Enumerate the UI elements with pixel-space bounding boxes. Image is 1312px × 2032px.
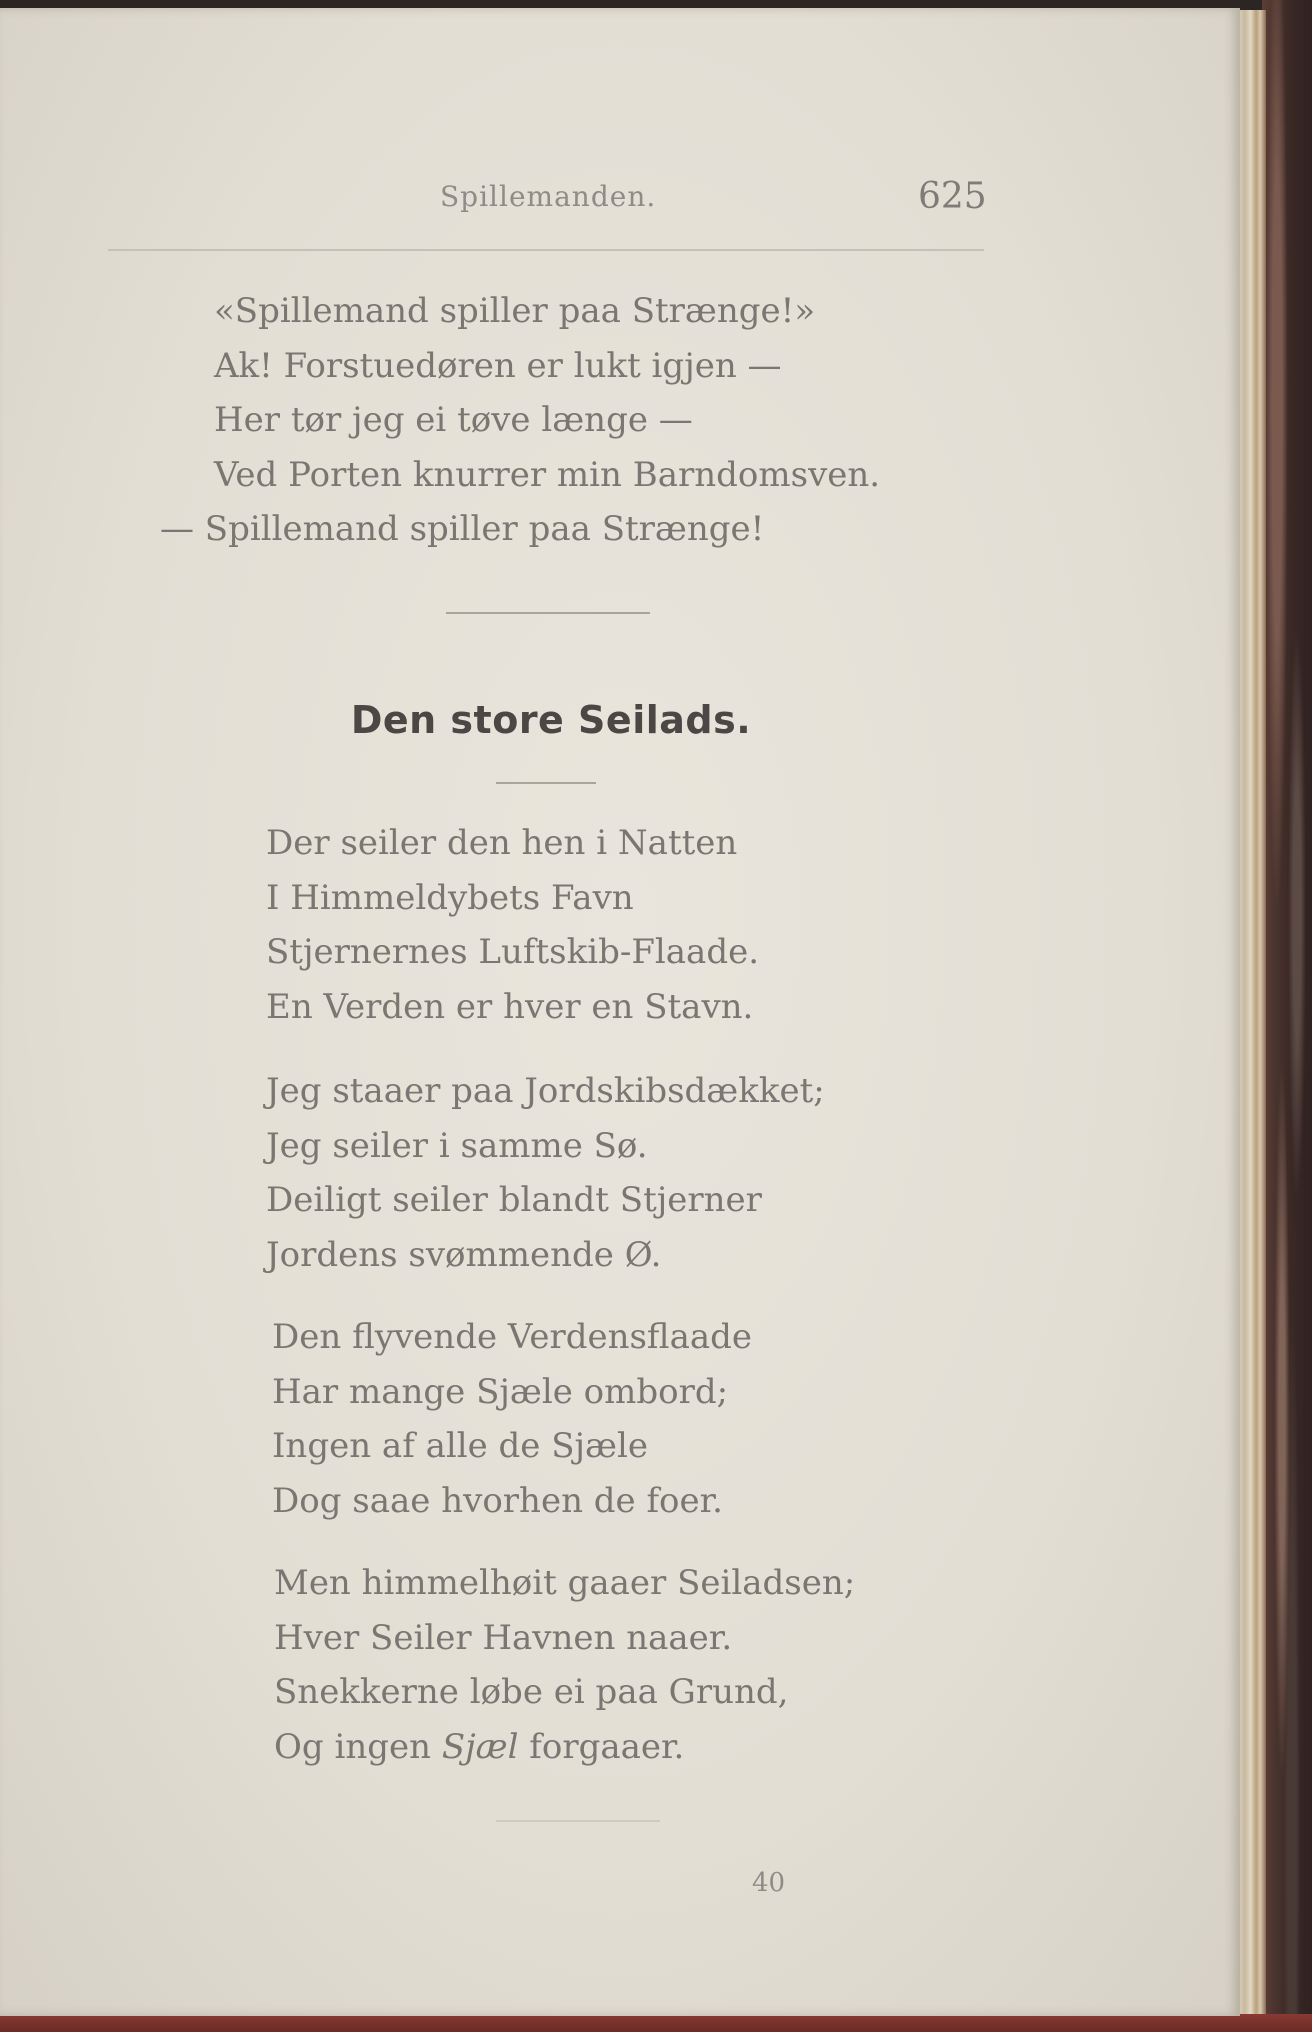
verse-line: Den flyvende Verdensflaade	[272, 1317, 753, 1357]
verse-line: Ingen af alle de Sjæle	[272, 1426, 649, 1466]
verse-line: Ved Porten knurrer min Barndomsven.	[214, 454, 881, 495]
book-page	[0, 8, 1240, 2016]
verse-line: Jeg seiler i samme Sø.	[266, 1125, 648, 1166]
verse-line	[274, 1720, 855, 1775]
header-rule	[108, 249, 984, 251]
poem-stanza-4	[274, 1556, 855, 1774]
previous-poem-stanza	[160, 284, 881, 557]
poem-stanza-1	[266, 816, 759, 1034]
verse-line: I Himmeldybets Favn	[266, 877, 634, 918]
poem-stanza-3	[272, 1310, 752, 1528]
poem-stanza-2	[266, 1064, 825, 1282]
poem-title: Den store Seilads.	[350, 698, 752, 742]
verse-line: Dog saae hvorhen de foer.	[272, 1480, 723, 1521]
italic-word: Sjæl	[441, 1726, 519, 1767]
verse-line: Jeg staaer paa Jordskibsdækket;	[266, 1071, 825, 1111]
verse-line: Deiligt seiler blandt Stjerner	[266, 1180, 762, 1220]
verse-line: — Spillemand spiller paa Strænge!	[160, 509, 765, 549]
marbled-endpaper	[1262, 0, 1312, 2032]
verse-line: Jordens svømmende Ø.	[266, 1234, 662, 1275]
verse-line: Har mange Sjæle ombord;	[272, 1371, 729, 1412]
verse-line: Men himmelhøit gaaer Seiladsen;	[274, 1563, 856, 1603]
bottom-cover-edge	[0, 2014, 1312, 2032]
verse-text: Og ingen	[274, 1726, 442, 1767]
verse-line: Snekkerne løbe ei paa Grund,	[274, 1672, 789, 1712]
page-edges	[1238, 10, 1266, 2015]
verse-line: Her tør jeg ei tøve længe —	[214, 400, 693, 440]
verse-line: Ak! Forstuedøren er lukt igjen —	[214, 345, 782, 386]
verse-line: Hver Seiler Havnen naaer.	[274, 1617, 733, 1658]
verse-line: En Verden er hver en Stavn.	[266, 986, 754, 1027]
verse-line: Stjernernes Luftskib-Flaade.	[266, 932, 760, 972]
signature-mark: 40	[752, 1868, 786, 1898]
poem-end-rule	[446, 612, 650, 614]
title-rule	[496, 782, 596, 784]
verse-line: Der seiler den hen i Natten	[266, 823, 738, 863]
verse-line: «Spillemand spiller paa Strænge!»	[214, 291, 816, 331]
faint-bottom-rule	[496, 1820, 660, 1822]
page-number: 625	[918, 176, 987, 217]
verse-text: forgaaer.	[518, 1726, 685, 1767]
running-head: Spillemanden.	[440, 180, 657, 213]
